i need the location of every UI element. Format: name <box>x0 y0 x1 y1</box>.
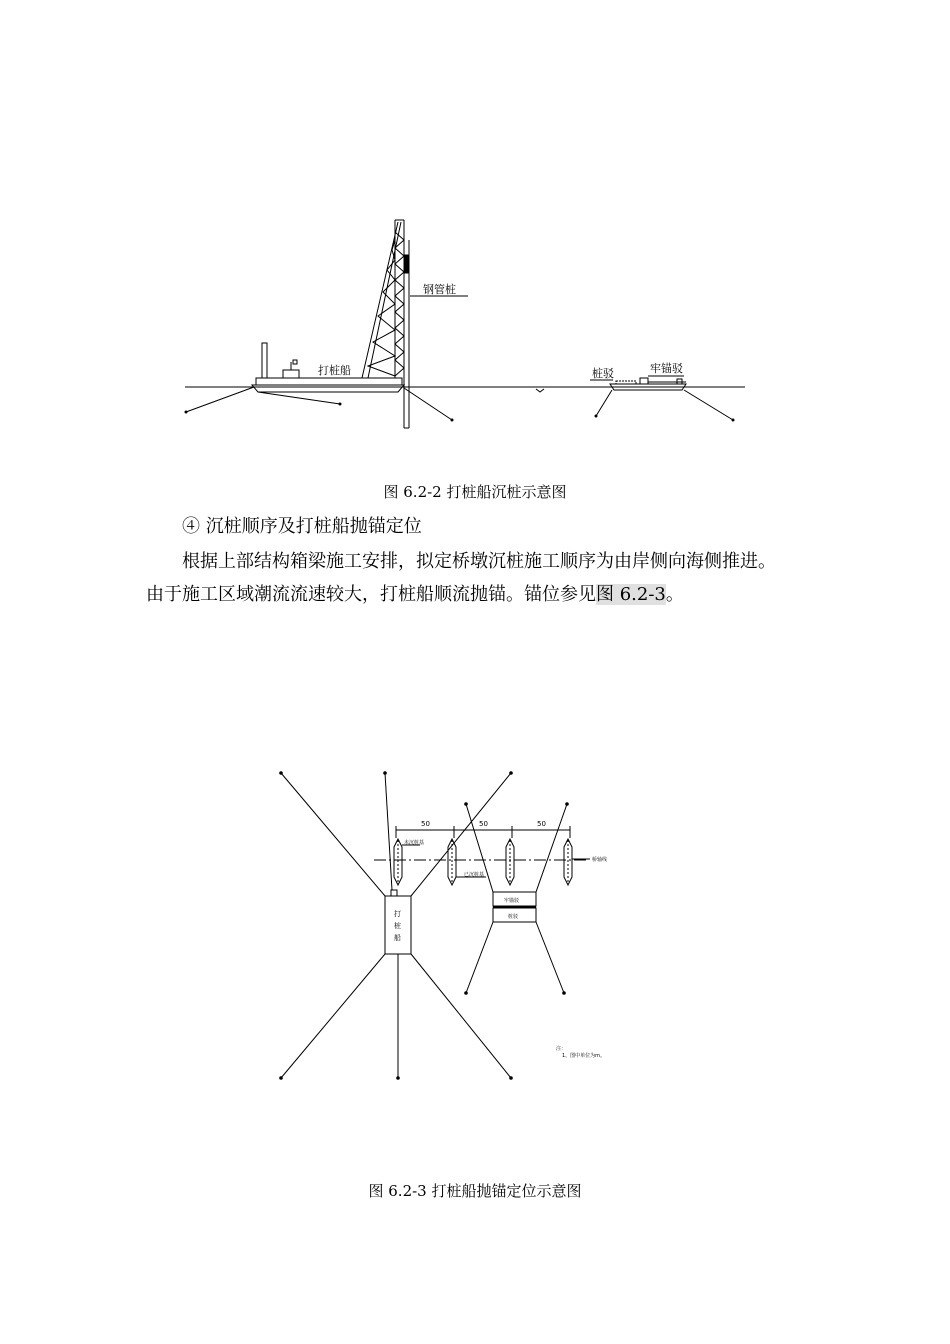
pile-barge-label: 桩驳 <box>508 914 519 920</box>
figure-caption-6-2-3: 图 6.2-3 打桩船抛锚定位示意图 <box>368 1182 582 1200</box>
pile-to-sink-label: 未沉桩基 <box>404 840 425 846</box>
pile-ship-label: 打桩船 <box>318 364 351 377</box>
pile-driving-side-view-diagram <box>0 0 950 460</box>
ship-hull <box>252 385 404 392</box>
anchor-positioning-plan-diagram <box>0 760 950 1100</box>
pile-barge-label: 桩驳 <box>592 367 614 380</box>
section-heading: ④ 沉桩顺序及打桩船抛锚定位 <box>182 516 422 537</box>
figure-reference-link[interactable]: 图 6.2-3 <box>596 584 666 605</box>
ship-cabin <box>283 370 299 378</box>
sunk-pile-label: 已沉桩基 <box>464 872 485 878</box>
bridge-axis-label: 桥轴线 <box>592 857 608 863</box>
pile-ship-char-2: 桩 <box>394 922 401 930</box>
spacing-label-3: 50 <box>537 820 546 828</box>
spacing-label-1: 50 <box>421 820 430 828</box>
pile-ship-char-3: 船 <box>394 934 401 942</box>
paragraph-line-1: 根据上部结构箱梁施工安排，拟定桥墩沉桩施工顺序为由岸侧向海侧推进。 <box>182 551 776 572</box>
note-title: 注： <box>556 1046 567 1052</box>
paragraph-end: 。 <box>665 584 684 605</box>
note-line-1: 1、图中单位为m。 <box>562 1053 606 1059</box>
paragraph-text: 由于施工区域潮流流速较大，打桩船顺流抛锚。锚位参见 <box>146 584 596 605</box>
ship-deck <box>256 378 402 385</box>
ship-chimney <box>262 343 267 378</box>
pile-ship-char-1: 打 <box>394 910 401 918</box>
anchor-barge-label: 牢锚驳 <box>650 362 683 375</box>
steel-pile-label: 钢管桩 <box>423 283 456 296</box>
paragraph-line-2 <box>146 580 684 606</box>
figure-caption-6-2-2: 图 6.2-2 打桩船沉桩示意图 <box>383 483 567 501</box>
spacing-label-2: 50 <box>479 820 488 828</box>
anchor-barge-label: 牢锚驳 <box>504 898 520 904</box>
